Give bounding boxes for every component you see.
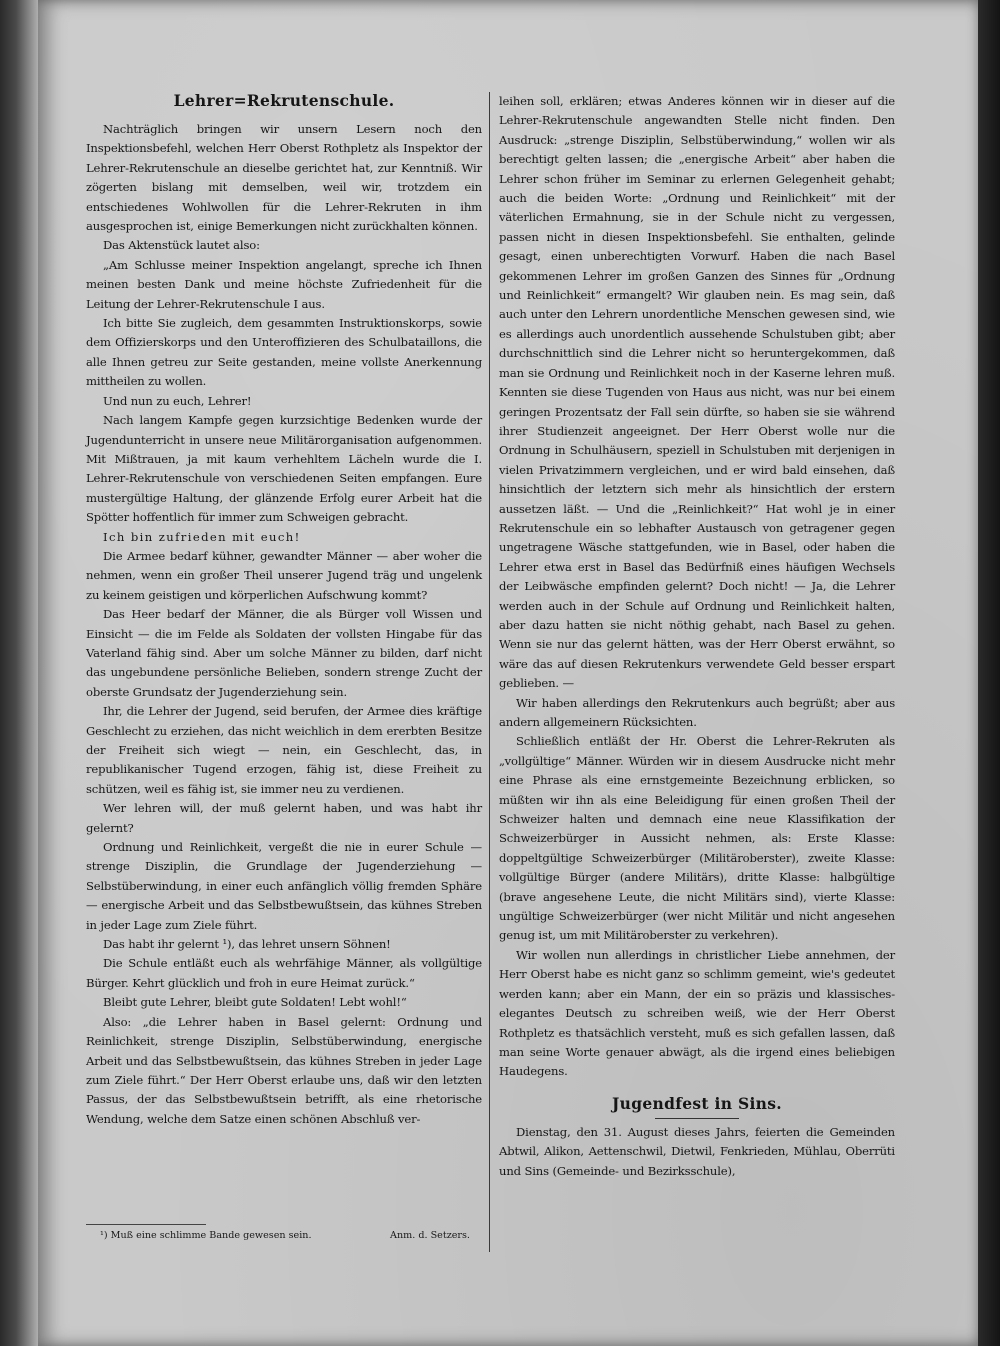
paragraph: Ihr, die Lehrer der Jugend, seid berufen, der Armee dies kräftige Geschlecht zu erziehen, das nicht weichlich in dem ererbten Besitze der Freiheit sich wiegt — nein, ein Geschlecht, das, in republikanischer Tugend erzogen, fähig ist, diese Freiheit zu schützen, weil es fähig ist, sie immer neu zu verdienen. <box>86 704 482 796</box>
paragraph: Die Armee bedarf kühner, gewandter Männer — aber woher die nehmen, wenn ein großer Theil unserer Jugend träg und ungelenk zu keinem geistigen und körperlichen Aufschwung kommt? <box>86 548 482 602</box>
paragraph: „Am Schlusse meiner Inspektion angelangt, spreche ich Ihnen meinen besten Dank und meine höchste Zufriedenheit für die Leitung der Lehrer-Rekrutenschule I aus. <box>86 257 482 311</box>
footnote-separator <box>86 1224 206 1225</box>
column-divider <box>489 92 490 1252</box>
paragraph: Und nun zu euch, Lehrer! <box>103 393 252 408</box>
paragraph: leihen soll, erklären; etwas Anderes können wir in dieser auf die Lehrer-Rekrutenschule angewandten Stelle nicht finden. Den Ausdruck: „strenge Disziplin, Selbstüberwindung,“ wollen wir als berechtigt gelten lassen; die „energische Arbeit“ aber haben die Lehrer schon früher im Seminar zu erlernen Gelegenheit gehabt; auch die beiden Worte: „Ordnung und Reinlichkeit“ mit der väterlichen Ermahnung, sie in der Schule nicht zu vergessen, passen nicht in diesen Inspektionsbefehl. Sie enthalten, gelinde gesagt, einen unberechtigten Vorwurf. Haben die nach Basel gekommenen Lehrer im großen Ganzen des Sinnes für „Ordnung und Reinlichkeit“ ermangelt? Wir glauben nein. Es mag sein, daß auch unter den Lehrern unordentliche Menschen gewesen sind, wie es allerdings auch unordentlich aussehende Schulstuben gibt; aber durchschnittlich sind die Lehrer nicht so heruntergekommen, daß man sie Ordnung und Reinlichkeit noch in der Kaserne lehren muß. Kennten sie diese Tugenden von Haus aus nicht, was nur bei einem geringen Prozentsatz der Fall sein dürfte, so haben sie sie während ihrer Studienzeit angeeignet. Der Herr Oberst wolle nur die Ordnung in Schulhäusern, speziell in Schulstuben mit derjenigen in vielen Privatzimmern vergleichen, und er wird bald einsehen, daß hinsichtlich der letztern sich mehr als hinsichtlich der erstern aussetzen läßt. — Und die „Reinlichkeit?“ Hat wohl je in einer Rekrutenschule ein so lebhafter Austausch von getragener gegen ungetragene Wäsche stattgefunden, wie in Basel, oder haben die Lehrer etwa erst in Basel das Bedürfniß eines häufigen Wechsels der Leibwäsche empfinden gelernt? Doch nicht! — Ja, die Lehrer werden auch in der Schule auf Ordnung und Reinlichkeit halten, aber dazu hatten sie nicht nöthig gehabt, nach Basel zu gehen. Wenn sie nur das gelernt hätten, was der Herr Oberst erwähnt, so wäre das auf diesen Rekrutenkurs verwendete Geld besser erspart geblieben. — <box>499 94 895 691</box>
paragraph: Das Heer bedarf der Männer, die als Bürger voll Wissen und Einsicht — die im Felde als Soldaten der vollsten Hingabe für das Vaterland fähig sind. Aber um solche Männer zu bilden, darf nicht das ungebundene persönliche Belieben, sondern strenge Zucht der oberste Grundsatz der Jugenderziehung sein. <box>86 607 482 699</box>
paragraph-emphasis: Ich bin zufrieden mit euch! <box>103 529 301 544</box>
paragraph: Bleibt gute Lehrer, bleibt gute Soldaten! Lebt wohl!“ <box>103 995 407 1010</box>
paragraph: Schließlich entläßt der Hr. Oberst die Lehrer-Rekruten als „vollgültige“ Männer. Würden wir in diesem Ausdrucke nicht mehr eine Phrase als eine ernstgemeinte Bezeichnung erblicken, so müßten wir ihn als eine Beleidigung für einen großen Theil der Schweizer halten und demnach eine neue Klassifikation der Schweizerbürger in Aussicht nehmen, als: Erste Klasse: doppeltgültige Schweizerbürger (Militäroberster), zweite Klasse: vollgültige Bürger (andere Militärs), dritte Klasse: halbgültige (brave angesehene Leute, die nicht Militärs sind), vierte Klasse: ungültige Schweizerbürger (wer nicht Militär und nicht angesehen genug ist, um mit Militäroberster zu verkehren). <box>499 734 895 943</box>
paragraph: Das Aktenstück lautet also: <box>103 238 260 253</box>
paragraph: Wir wollen nun allerdings in christlicher Liebe annehmen, der Herr Oberst habe es nicht ganz so schlimm gemeint, wie's gedeutet werden kann; aber ein Mann, der ein so präzis und klassisches-elegantes Deutsch zu schreiben weiß, wie der Herr Oberst Rothpletz es thatsächlich versteht, muß es sich gefallen lassen, daß man seine Worte genauer abwägt, als die irgend eines beliebigen Haudegens. <box>499 947 895 1079</box>
footnote-text: ¹) Muß eine schlimme Bande gewesen sein. <box>100 1230 312 1241</box>
paragraph: Also: „die Lehrer haben in Basel gelernt: Ordnung und Reinlichkeit, strenge Disziplin, Selbstüberwindung, energische Arbeit und das Selbstbewußtsein, das kühnes Streben in jeder Lage zum Ziele führt.“ Der Herr Oberst erlaube uns, daß wir den letzten Passus, der das Selbstbewußtsein betrifft, als eine rhetorische Wendung, welche dem Satze einen schönen Abschluß ver- <box>86 1014 482 1126</box>
paragraph: Das habt ihr gelernt ¹), das lehret unsern Söhnen! <box>103 937 391 952</box>
paragraph: Ordnung und Reinlichkeit, vergeßt die nie in eurer Schule — strenge Disziplin, die Grundlage der Jugenderziehung — Selbstüberwindung, in einer euch anfänglich völlig fremden Sphäre — energische Arbeit und das Selbstbewußtsein, das kühnes Streben in jeder Lage zum Ziele führt. <box>86 840 482 932</box>
footnote <box>100 1230 470 1241</box>
title-underline <box>655 1118 739 1119</box>
paragraph: Dienstag, den 31. August dieses Jahrs, feierten die Gemeinden Abtwil, Alikon, Aettenschwil, Dietwil, Fenkrieden, Mühlau, Oberrüti und Sins (Gemeinde- und Bezirksschule), <box>499 1124 895 1178</box>
paragraph: Wer lehren will, der muß gelernt haben, und was habt ihr gelernt? <box>86 801 482 835</box>
page-edge <box>978 0 1000 1346</box>
paragraph: Nachträglich bringen wir unsern Lesern noch den Inspektionsbefehl, welchen Herr Oberst Rothpletz als Inspektor der Lehrer-Rekrutenschule an dieselbe gerichtet hat, zur Kenntniß. Wir zögerten bislang mit demselben, weil wir, trotzdem ein entschiedenes Wohlwollen für die Lehrer-Rekruten in ihm ausgesprochen ist, einige Bemerkungen nicht zurückhalten können. <box>86 122 482 234</box>
paragraph: Nach langem Kampfe gegen kurzsichtige Bedenken wurde der Jugendunterricht in unsere neue Militärorganisation aufgenommen. Mit Mißtrauen, ja mit kaum verhehltem Lächeln wurde die I. Lehrer-Rekrutenschule von verschiedenen Seiten empfangen. Eure mustergültige Haltung, der glänzende Erfolg eurer Arbeit hat die Spötter hoffentlich für immer zum Schweigen gebracht. <box>86 413 482 525</box>
footnote-author: Anm. d. Setzers. <box>390 1230 470 1241</box>
book-binding <box>0 0 40 1346</box>
paragraph: Ich bitte Sie zugleich, dem gesammten Instruktionskorps, sowie dem Offizierskorps und den Unteroffizieren des Schulbataillons, die alle Ihnen getreu zur Seite gestanden, meine vollste Anerkennung mittheilen zu wollen. <box>86 316 482 389</box>
paragraph: Wir haben allerdings den Rekrutenkurs auch begrüßt; aber aus andern allgemeinern Rücksichten. <box>499 695 895 729</box>
paragraph: Die Schule entläßt euch als wehrfähige Männer, als vollgültige Bürger. Kehrt glücklich und froh in eure Heimat zurück.“ <box>86 956 482 990</box>
section-title: Jugendfest in Sins. <box>612 1093 782 1113</box>
article-title: Lehrer=Rekrutenschule. <box>173 91 395 110</box>
left-column <box>86 88 482 1129</box>
right-column <box>499 92 895 1181</box>
